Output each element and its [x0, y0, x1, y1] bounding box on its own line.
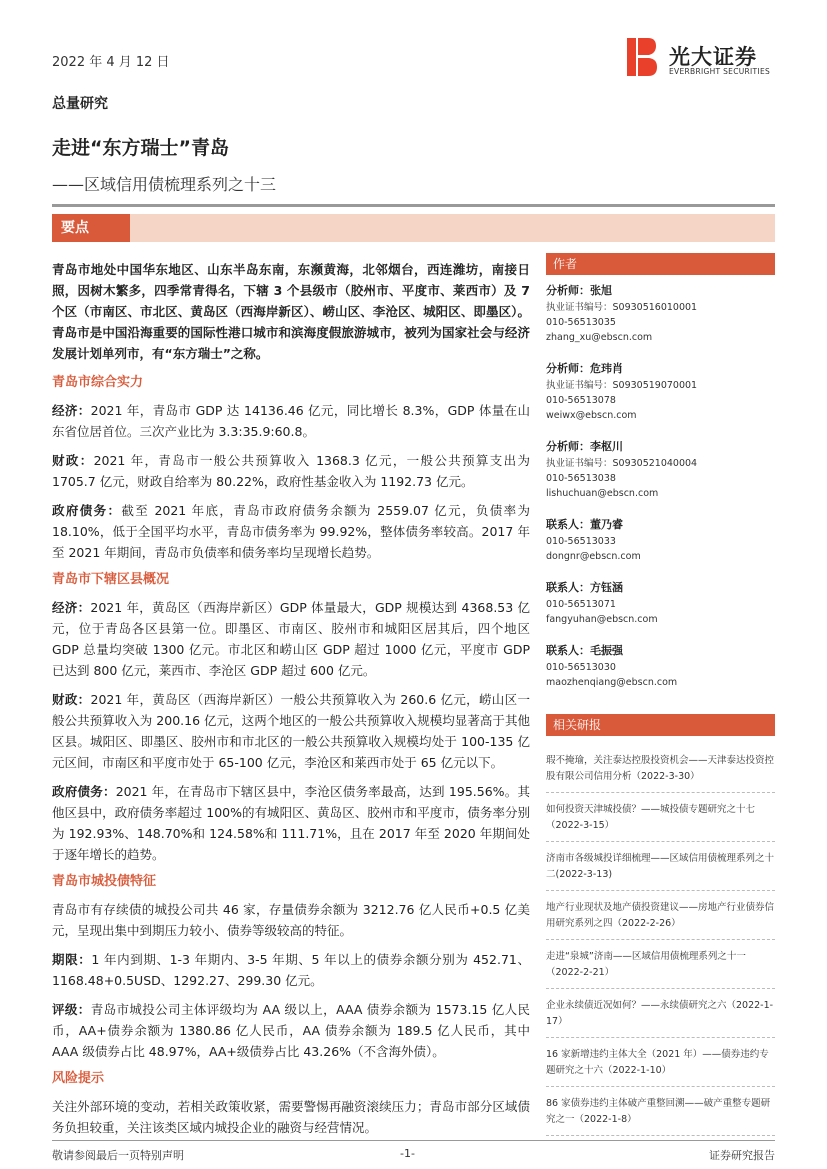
- contact-name: 联系人：董乃睿: [546, 518, 623, 531]
- analyst-phone: 010-56513035: [546, 317, 616, 328]
- everbright-logo-icon: [627, 38, 657, 76]
- page-number: -1-: [400, 1147, 415, 1160]
- logo-english-name: EVERBRIGHT SECURITIES: [669, 67, 771, 76]
- paragraph-text: 2021 年，黄岛区（西海岸新区）一般公共预算收入为 260.6 亿元，崂山区一般公共预算收入为 200.16 亿元，这两个地区的一般公共预算收入规模均显著高于其他区县。城阳区、即墨区、胶州市和市北区的一般公共预算收入规模均处于 100-135 亿元区间，市南区和平度市处于 65-100 亿元，李沧区和莱西市处于 65 亿元以下。: [52, 692, 530, 770]
- analyst-cert: 执业证书编号：S0930519070001: [546, 380, 698, 391]
- analyst-email[interactable]: lishuchuan@ebscn.com: [546, 488, 659, 499]
- paragraph-district-economy: [52, 597, 530, 681]
- footer-divider: [52, 1140, 775, 1141]
- analyst-email[interactable]: zhang_xu@ebscn.com: [546, 332, 653, 343]
- footer-report-type: 证券研究报告: [709, 1149, 775, 1162]
- related-report-item[interactable]: 地产行业现状及地产债投资建议——房地产行业债券信用研究系列之四（2022-2-26）: [546, 891, 775, 940]
- analyst-card: [546, 283, 775, 345]
- contact-card: [546, 643, 775, 690]
- contact-phone: 010-56513071: [546, 599, 616, 610]
- related-report-item[interactable]: 企业永续债近况如何？——永续债研究之六（2022-1-17）: [546, 989, 775, 1038]
- paragraph-district-finance: [52, 689, 530, 773]
- contact-phone: 010-56513033: [546, 536, 616, 547]
- intro-paragraph: 青岛市地处中国华东地区、山东半岛东南，东濒黄海，北邻烟台，西连潍坊，南接日照，因树木繁多，四季常青得名，下辖 3 个县级市（胶州市、平度市、莱西市）及 7 个区（市南区、市北区、黄岛区（西海岸新区）、崂山区、李沧区、城阳区、即墨区）。青岛市是中国沿海重要的国际性港口城市和滨海度假旅游城市，被列为国家社会与经济发展计划单列市，有“东方瑞士”之称。: [52, 262, 530, 361]
- section-title-districts: 青岛市下辖区县概况: [52, 572, 170, 587]
- related-report-item[interactable]: 走进“泉城”济南——区域信用债梳理系列之十一（2022-2-21）: [546, 940, 775, 989]
- analyst-card: [546, 361, 775, 423]
- company-logo: [627, 38, 777, 78]
- analyst-email[interactable]: weiwx@ebscn.com: [546, 410, 637, 421]
- related-report-item[interactable]: 瑕不掩瑜，关注泰达控股投资机会——天津泰达投资控股有限公司信用分析（2022-3-30）: [546, 736, 775, 793]
- section-title-risk: 风险提示: [52, 1071, 105, 1086]
- analyst-phone: 010-56513038: [546, 473, 616, 484]
- authors-header: 作者: [546, 253, 775, 275]
- analyst-phone: 010-56513078: [546, 395, 616, 406]
- contact-email[interactable]: dongnr@ebscn.com: [546, 551, 641, 562]
- paragraph-label: 政府债务：: [52, 503, 122, 518]
- paragraph-text: 2021 年，青岛市 GDP 达 14136.46 亿元，同比增长 8.3%，GDP 体量在山东省位居首位。三次产业比为 3.3:35.9:60.8。: [52, 403, 530, 439]
- contact-phone: 010-56513030: [546, 662, 616, 673]
- logo-chinese-name: 光大证券: [669, 45, 757, 69]
- analyst-card: [546, 439, 775, 501]
- paragraph-text: 2021 年，青岛市一般公共预算收入 1368.3 亿元，一般公共预算支出为 1705.7 亿元，财政自给率为 80.22%，政府性基金收入为 1192.73 亿元。: [52, 453, 530, 489]
- paragraph-economy: [52, 400, 530, 442]
- paragraph-text: 2021 年，在青岛市下辖区县中，李沧区债务率最高，达到 195.56%。其他区县中，政府债务率超过 100%的有城阳区、黄岛区、胶州市和平度市，债务率分别为 192.93%、148.70%和 124.58%和 111.71%，且在 2017 年至 2020 年期间处于逐年增长的趋势。: [52, 784, 530, 862]
- main-content: [52, 259, 530, 1146]
- paragraph-risk: 关注外部环境的变动，若相关政策收紧，需要警惕再融资滚续压力；青岛市部分区域债务负担较重，关注该类区域内城投企业的融资与经营情况。: [52, 1099, 530, 1135]
- keypoints-label: 要点: [52, 214, 130, 242]
- report-date: 2022 年 4 月 12 日: [52, 55, 170, 70]
- report-subtitle: ——区域信用债梳理系列之十三: [52, 175, 277, 194]
- analyst-cert: 执业证书编号：S0930521040004: [546, 458, 698, 469]
- contact-email[interactable]: fangyuhan@ebscn.com: [546, 614, 658, 625]
- paragraph-label: 经济：: [52, 600, 91, 615]
- contact-name: 联系人：方钰涵: [546, 581, 623, 594]
- related-reports-header: 相关研报: [546, 714, 775, 736]
- paragraph-label: 财政：: [52, 453, 94, 468]
- analyst-name: 分析师：李枢川: [546, 440, 623, 453]
- footer-disclaimer: 敬请参阅最后一页特别声明: [52, 1149, 184, 1162]
- paragraph-maturity: [52, 949, 530, 991]
- paragraph-label: 经济：: [52, 403, 91, 418]
- paragraph-district-debt: [52, 781, 530, 865]
- title-divider: [52, 204, 775, 207]
- keypoints-banner: [52, 214, 775, 242]
- contact-email[interactable]: maozhenqiang@ebscn.com: [546, 677, 678, 688]
- contact-card: [546, 580, 775, 627]
- related-report-item[interactable]: 16 家新增违约主体大全（2021 年）——债券违约专题研究之十六（2022-1-10）: [546, 1038, 775, 1087]
- related-report-item[interactable]: 如何投资天津城投债？——城投债专题研究之十七（2022-3-15）: [546, 793, 775, 842]
- paragraph-finance: [52, 450, 530, 492]
- paragraph-text: 截至 2021 年底，青岛市政府债务余额为 2559.07 亿元，负债率为 18.10%，低于全国平均水平，青岛市债务率为 99.92%，整体债务率较高。2017 年至 2021 年期间，青岛市负债率和债务率均呈现增长趋势。: [52, 503, 530, 560]
- related-report-item[interactable]: 济南市各级城投详细梳理——区域信用债梳理系列之十二(2022-3-13): [546, 842, 775, 891]
- paragraph-text: 2021 年，黄岛区（西海岸新区）GDP 体量最大，GDP 规模达到 4368.53 亿元，位于青岛各区县第一位。即墨区、市南区、胶州市和城阳区居其后，四个地区 GDP 总量均突破 1300 亿元。市北区和崂山区 GDP 超过 1000 亿元，平度市 GDP 已达到 800 亿元，莱西市、李沧区 GDP 超过 600 亿元。: [52, 600, 530, 678]
- paragraph-label: 政府债务：: [52, 784, 116, 799]
- related-report-item[interactable]: 86 家债券违约主体破产重整回溯——破产重整专题研究之一（2022-1-8）: [546, 1087, 775, 1136]
- analyst-name: 分析师：危玮肖: [546, 362, 623, 375]
- section-title-overall: 青岛市综合实力: [52, 375, 144, 390]
- paragraph-text: 1 年内到期、1-3 年期内、3-5 年期、5 年以上的债券余额分别为 452.71、1168.48+0.5USD、1292.27、299.30 亿元。: [52, 952, 530, 988]
- paragraph-text: 青岛市城投公司主体评级均为 AA 级以上，AAA 债券余额为 1573.15 亿人民币，AA+债券余额为 1380.86 亿人民币，AA 债券余额为 189.5 亿人民币，其中 AAA 级债券占比 48.97%，AA+级债券占比 43.26%（不含海外债）。: [52, 1002, 530, 1059]
- contact-card: [546, 517, 775, 564]
- report-category: 总量研究: [52, 96, 108, 112]
- paragraph-label: 财政：: [52, 692, 91, 707]
- paragraph-label: 评级：: [52, 1002, 91, 1017]
- section-title-chengtou: 青岛市城投债特征: [52, 874, 157, 889]
- paragraph-label: 期限：: [52, 952, 92, 967]
- paragraph-rating: [52, 999, 530, 1062]
- analyst-name: 分析师：张旭: [546, 284, 612, 297]
- paragraph-chengtou-summary: 青岛市有存续债的城投公司共 46 家，存量债券余额为 3212.76 亿人民币+0.5 亿美元，呈现出集中到期压力较小、债券等级较高的特征。: [52, 902, 530, 938]
- report-title: 走进“东方瑞士”青岛: [52, 137, 229, 159]
- contact-name: 联系人：毛振强: [546, 644, 623, 657]
- sidebar: [546, 253, 775, 1136]
- analyst-cert: 执业证书编号：S0930516010001: [546, 302, 698, 313]
- paragraph-debt: [52, 500, 530, 563]
